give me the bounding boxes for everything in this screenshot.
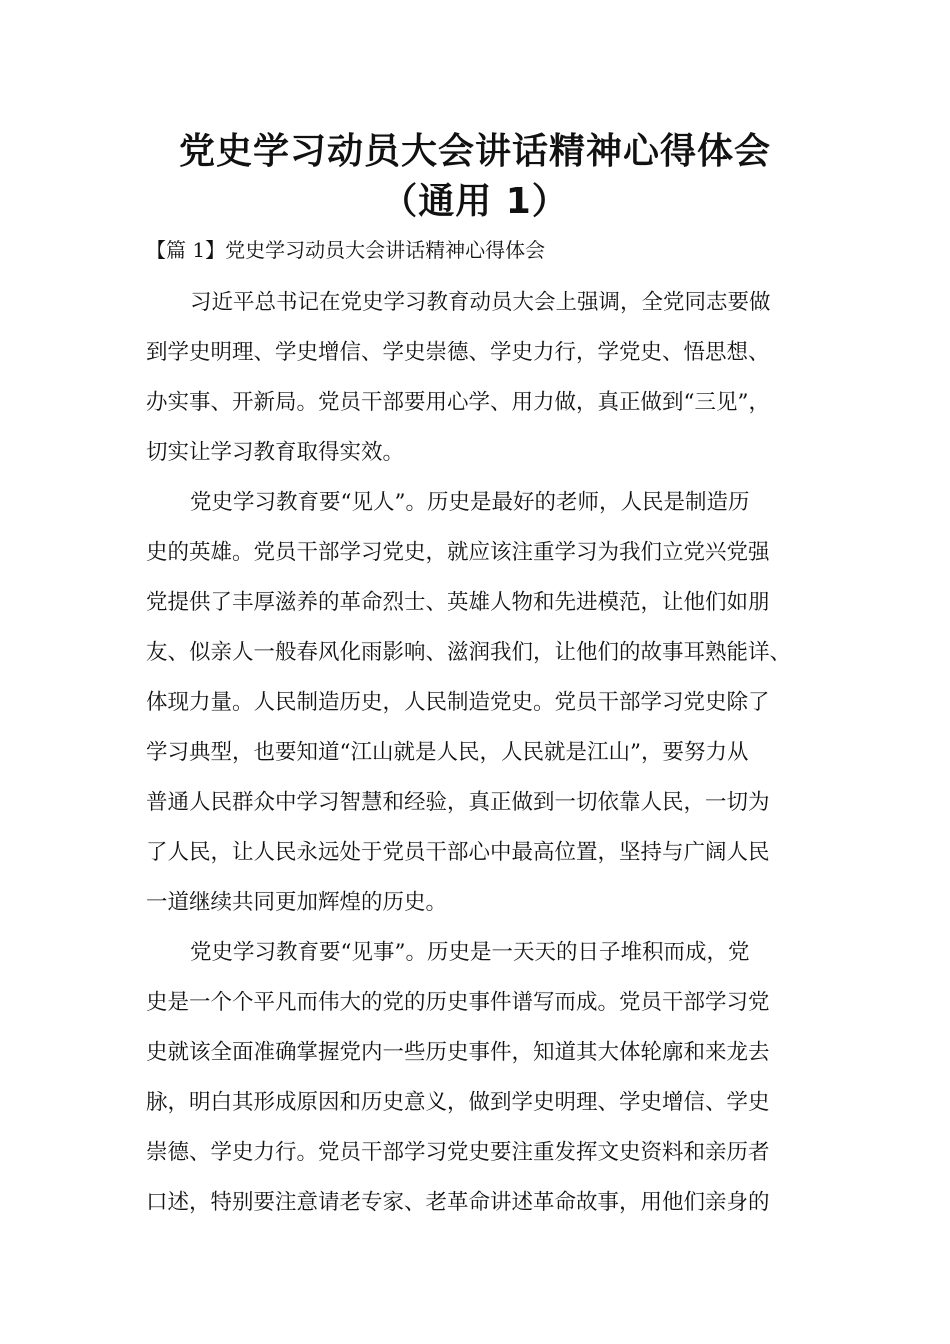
document-subtitle: （通用 1） [381, 181, 569, 222]
paragraph-line: 史就该全面准确掌握党内一些历史事件，知道其大体轮廓和来龙去 [146, 1040, 770, 1065]
section-heading: 【篇 1】党史学习动员大会讲话精神心得体会 [146, 238, 546, 262]
paragraph-line: 党史学习教育要“见人”。历史是最好的老师，人民是制造历 [190, 490, 750, 515]
document-title: 党史学习动员大会讲话精神心得体会 [178, 131, 771, 172]
paragraph-line: 脉，明白其形成原因和历史意义，做到学史明理、学史增信、学史 [146, 1090, 770, 1115]
paragraph-line: 普通人民群众中学习智慧和经验，真正做到一切依靠人民，一切为 [146, 790, 770, 815]
paragraph-line: 到学史明理、学史增信、学史崇德、学史力行，学党史、悟思想、 [146, 340, 770, 365]
paragraph-line: 史的英雄。党员干部学习党史，就应该注重学习为我们立党兴党强 [146, 540, 770, 565]
paragraph-line: 切实让学习教育取得实效。 [146, 440, 405, 465]
paragraph-line: 体现力量。人民制造历史，人民制造党史。党员干部学习党史除了 [146, 690, 770, 715]
paragraph-line: 一道继续共同更加辉煌的历史。 [146, 890, 448, 915]
paragraph-line: 习近平总书记在党史学习教育动员大会上强调，全党同志要做 [190, 290, 771, 315]
paragraph-line: 友、似亲人一般春风化雨影响、滋润我们，让他们的故事耳熟能详、 [146, 640, 792, 665]
paragraph-line: 了人民，让人民永远处于党员干部心中最高位置，坚持与广阔人民 [146, 840, 770, 865]
paragraph-line: 史是一个个平凡而伟大的党的历史事件谱写而成。党员干部学习党 [146, 990, 770, 1015]
paragraph-line: 办实事、开新局。党员干部要用心学、用力做，真正做到“三见”， [146, 390, 770, 415]
paragraph-line: 崇德、学史力行。党员干部学习党史要注重发挥文史资料和亲历者 [146, 1140, 770, 1165]
paragraph-line: 口述，特别要注意请老专家、老革命讲述革命故事，用他们亲身的 [146, 1190, 770, 1215]
paragraph-line: 党提供了丰厚滋养的革命烈士、英雄人物和先进模范，让他们如朋 [146, 590, 770, 615]
paragraph-line: 学习典型，也要知道“江山就是人民，人民就是江山”，要努力从 [146, 740, 749, 765]
paragraph-line: 党史学习教育要“见事”。历史是一天天的日子堆积而成，党 [190, 940, 750, 965]
